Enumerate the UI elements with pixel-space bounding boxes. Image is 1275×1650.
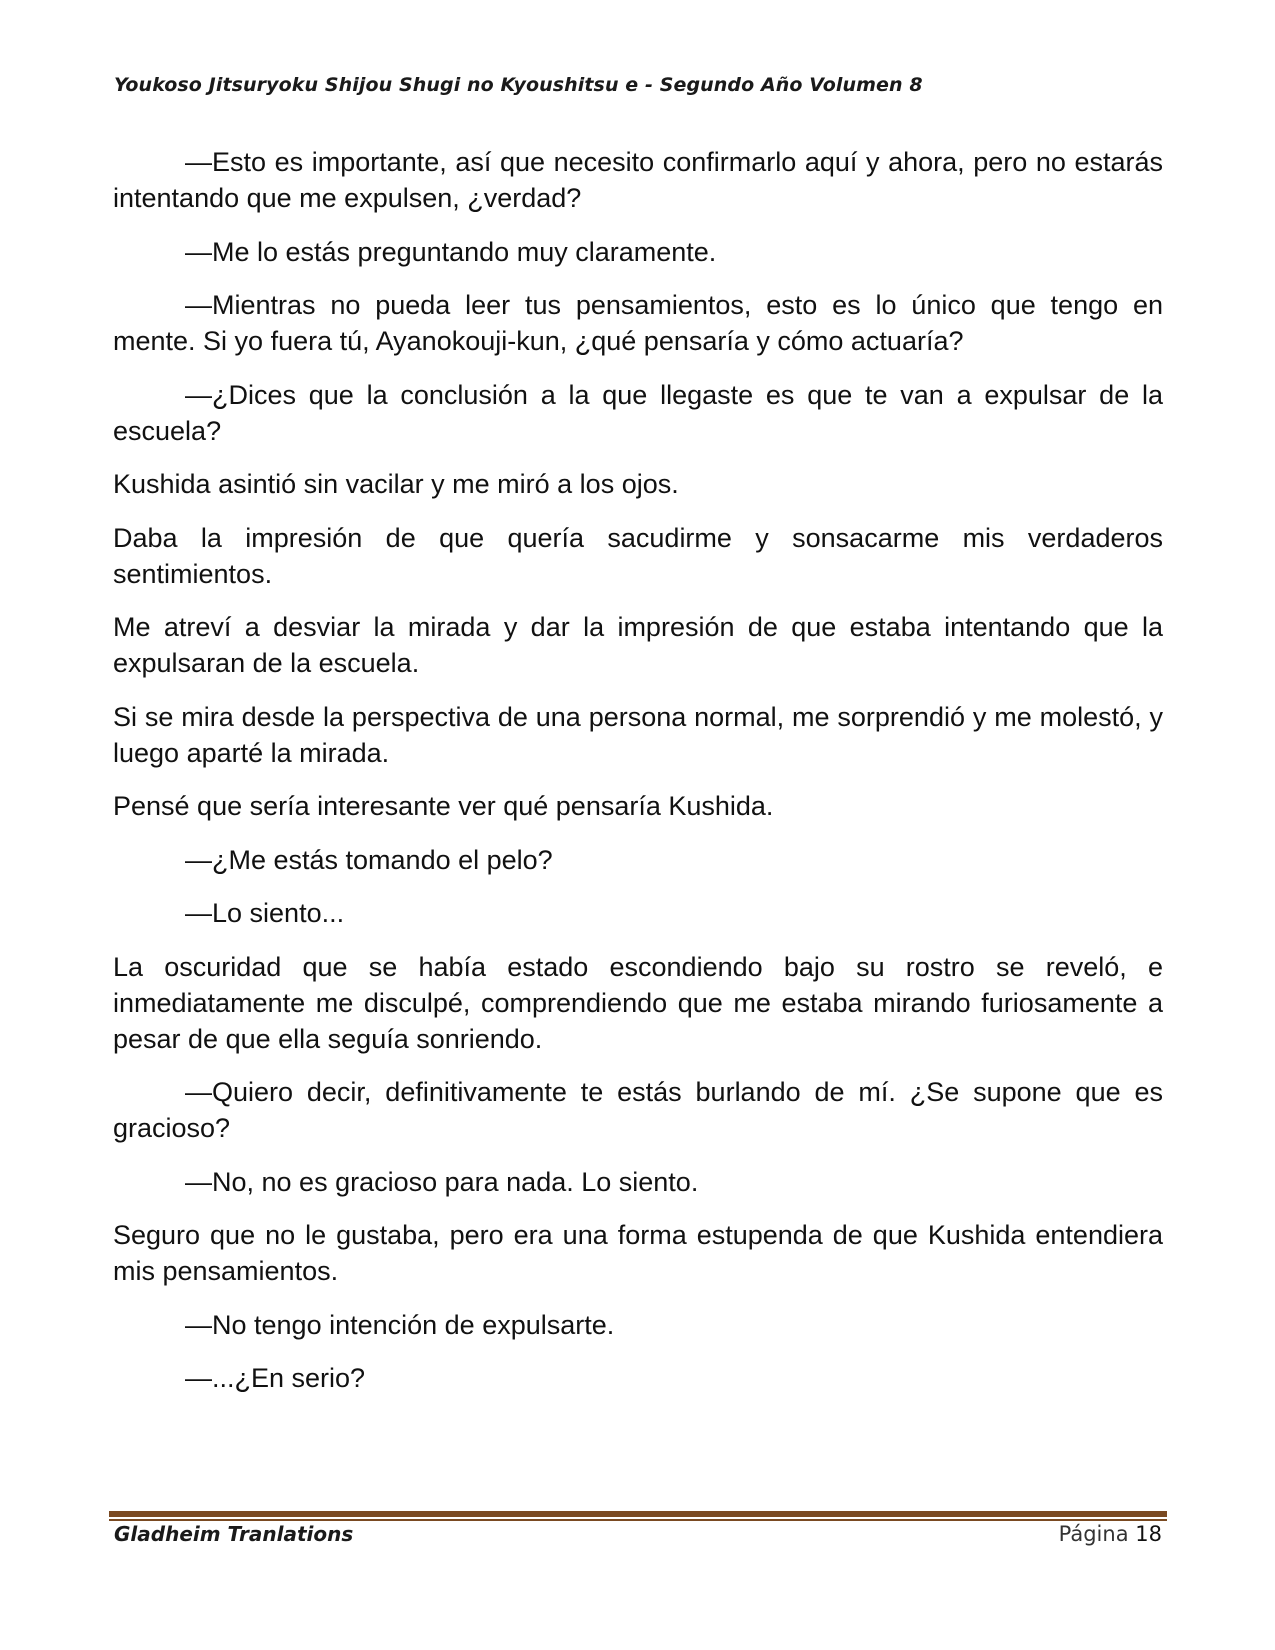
- paragraph: —Esto es importante, así que necesito confirmarlo aquí y ahora, pero no estarás intentando que me expulsen, ¿verdad?: [113, 147, 1163, 213]
- paragraph: —¿Me estás tomando el pelo?: [185, 844, 553, 875]
- footer-divider-thick: [109, 1511, 1167, 1517]
- paragraph: La oscuridad que se había estado escondiendo bajo su rostro se reveló, e inmediatamente me disculpé, comprendiendo que me estaba mirando furiosamente a pesar de que ella seguía sonriendo.: [113, 951, 1163, 1054]
- paragraph: —¿Dices que la conclusión a la que llegaste es que te van a expulsar de la escuela?: [113, 379, 1163, 446]
- footer-divider-thin: [109, 1519, 1167, 1521]
- page-number-block: [1059, 1522, 1162, 1546]
- paragraph: Seguro que no le gustaba, pero era una forma estupenda de que Kushida entendiera mis pensamientos.: [113, 1220, 1163, 1286]
- paragraph: —No, no es gracioso para nada. Lo siento.: [185, 1166, 699, 1197]
- running-header: Youkoso Jitsuryoku Shijou Shugi no Kyoushitsu e - Segundo Año Volumen 8: [114, 74, 923, 96]
- paragraph: —...¿En serio?: [185, 1363, 366, 1393]
- paragraph: —Me lo estás preguntando muy claramente.: [185, 236, 717, 267]
- paragraph: Kushida asintió sin vacilar y me miró a los ojos.: [113, 469, 679, 499]
- paragraph: —Quiero decir, definitivamente te estás burlando de mí. ¿Se supone que es gracioso?: [113, 1077, 1163, 1143]
- paragraph: Daba la impresión de que quería sacudirme y sonsacarme mis verdaderos sentimientos.: [113, 522, 1163, 589]
- footer-credit: Gladheim Tranlations: [114, 1522, 354, 1546]
- paragraph: Pensé que sería interesante ver qué pensaría Kushida.: [113, 791, 774, 821]
- paragraph: —No tengo intención de expulsarte.: [185, 1309, 615, 1340]
- paragraph: Si se mira desde la perspectiva de una persona normal, me sorprendió y me molestó, y luego aparté la mirada.: [113, 701, 1163, 768]
- paragraph: —Lo siento...: [185, 898, 345, 928]
- page-body: [113, 144, 1163, 1414]
- footer-divider: [109, 1511, 1167, 1521]
- paragraph: Me atreví a desviar la mirada y dar la impresión de que estaba intentando que la expulsaran de la escuela.: [113, 612, 1163, 678]
- page-number: 18: [1135, 1522, 1162, 1546]
- paragraph: —Mientras no pueda leer tus pensamientos, esto es lo único que tengo en mente. Si yo fuera tú, Ayanokouji-kun, ¿qué pensaría y cómo actuaría?: [113, 290, 1163, 356]
- page-label: Página: [1058, 1522, 1129, 1546]
